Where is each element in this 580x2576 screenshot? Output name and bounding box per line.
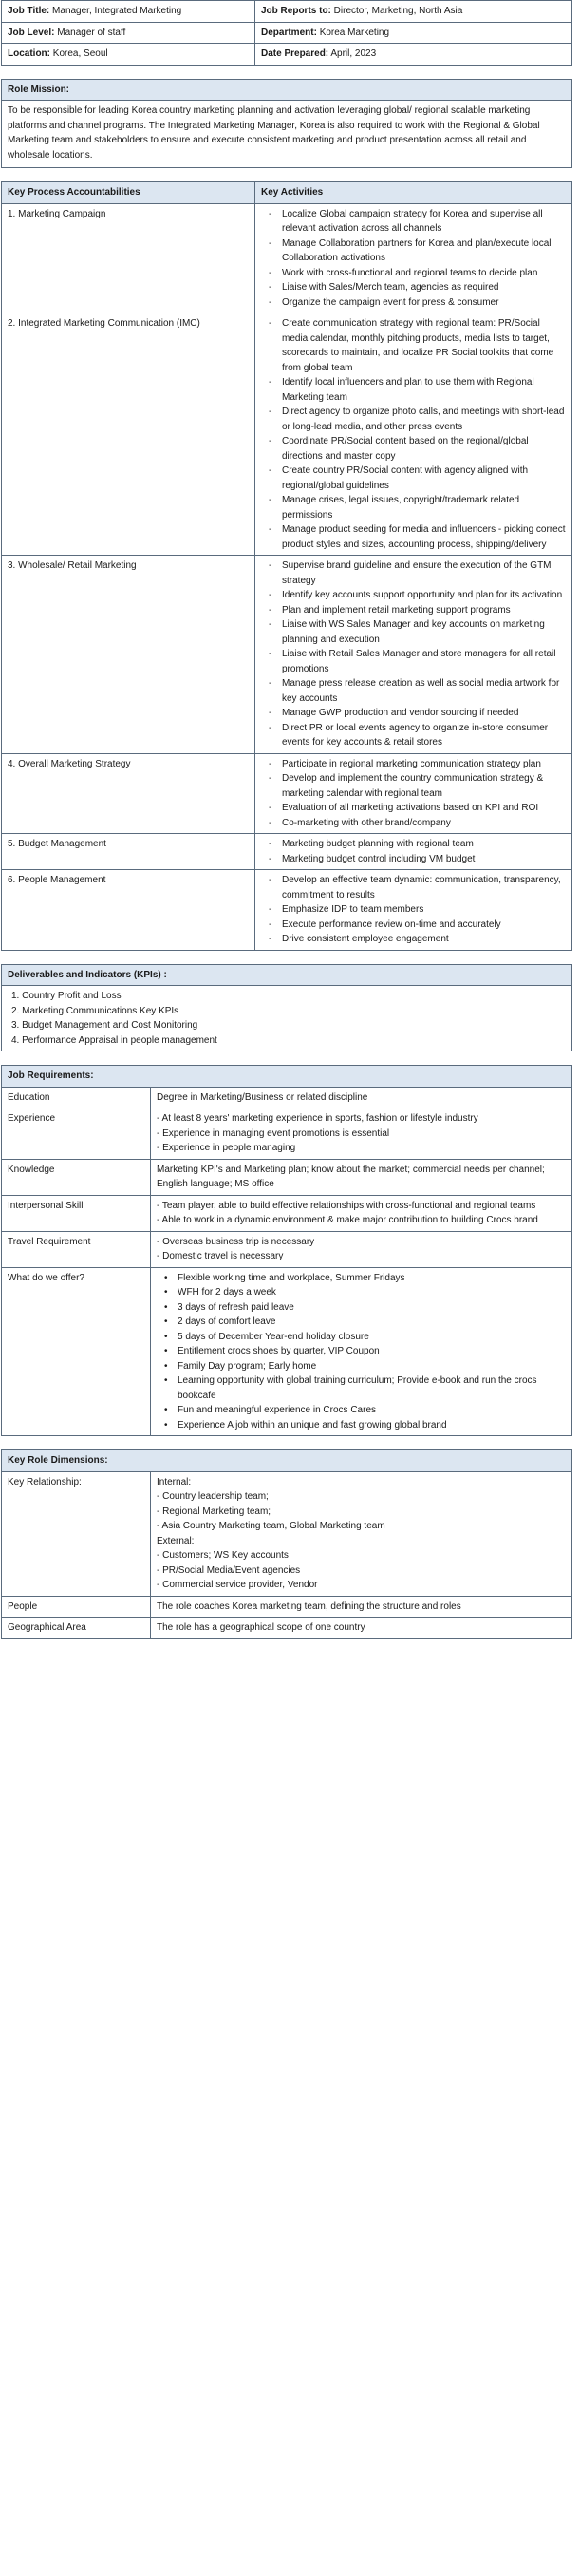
role-mission-title: Role Mission: [2, 79, 572, 101]
department-label: Department: [261, 27, 317, 38]
job-title-value: Manager, Integrated Marketing [52, 6, 182, 16]
relationship-line: - Country leadership team; [157, 1491, 269, 1502]
activities-header: Key Activities [255, 182, 572, 204]
activity-item: - Marketing budget planning with regional team [261, 837, 566, 852]
activity-item: - Liaise with Sales/Merch team, agencies as required [261, 280, 566, 295]
offer-item: • WFH for 2 days a week [157, 1285, 566, 1300]
activity-item: - Coordinate PR/Social content based on the regional/global directions and master copy [261, 434, 566, 464]
activity-item: - Co-marketing with other brand/company [261, 816, 566, 831]
activity-list [261, 837, 566, 866]
activity-list [261, 757, 566, 831]
date-cell [255, 44, 572, 66]
offer-item: • 5 days of December Year-end holiday closure [157, 1330, 566, 1345]
department-value: Korea Marketing [319, 27, 390, 38]
activity-list [261, 207, 566, 311]
activity-list [261, 559, 566, 750]
activity-item: - Identify local influencers and plan to use them with Regional Marketing team [261, 375, 566, 405]
job-level-cell [2, 22, 255, 44]
activity-item: - Identify key accounts support opportunity and plan for its activation [261, 588, 566, 603]
activity-item: - Organize the campaign event for press & consumer [261, 295, 566, 311]
dimension-row [2, 1618, 572, 1639]
activity-item: - Manage press release creation as well as social media artwork for key accounts [261, 676, 566, 706]
requirement-label: Travel Requirement [2, 1231, 151, 1267]
activity-item: - Execute performance review on-time and accurately [261, 918, 566, 933]
offer-item: • Entitlement crocs shoes by quarter, VIP Coupon [157, 1344, 566, 1359]
accountability-name: 2. Integrated Marketing Communication (IMC) [2, 313, 255, 556]
activity-item: - Direct agency to organize photo calls, and meetings with short-lead or long-lead media, and other press events [261, 405, 566, 434]
requirement-row [2, 1087, 572, 1108]
accountability-name: 6. People Management [2, 870, 255, 951]
requirement-line: Marketing KPI's and Marketing plan; know about the market; commercial needs per channel; English language; MS office [157, 1164, 545, 1189]
role-dimensions-title: Key Role Dimensions: [2, 1450, 572, 1472]
requirement-line: - Experience in managing event promotions is essential [157, 1127, 390, 1139]
requirement-row [2, 1231, 572, 1267]
reports-to-cell [255, 1, 572, 23]
activity-item: - Create communication strategy with regional team: PR/Social media calendar, monthly pitching products, media lists to target, scorecards to maintain, and localize PR Social toolkits that come from global team [261, 316, 566, 375]
deliverables-title: Deliverables and Indicators (KPIs) : [2, 964, 572, 986]
accountability-row [2, 834, 572, 870]
activity-list [261, 873, 566, 947]
activity-item: - Emphasize IDP to team members [261, 902, 566, 918]
dimension-row [2, 1596, 572, 1618]
relationship-line: Internal: [157, 1476, 192, 1487]
activity-item: - Supervise brand guideline and ensure the execution of the GTM strategy [261, 559, 566, 588]
accountabilities-table [1, 181, 572, 951]
requirements-title: Job Requirements: [2, 1066, 572, 1088]
activity-list [261, 316, 566, 552]
dimension-row [2, 1471, 572, 1596]
offer-item: • Learning opportunity with global training curriculum; Provide e-book and run the crocs bookcafe [157, 1373, 566, 1403]
activity-item: - Liaise with WS Sales Manager and key accounts on marketing planning and execution [261, 617, 566, 647]
deliverable-item: 2. Marketing Communications Key KPIs [11, 1005, 179, 1016]
requirements-table [1, 1065, 572, 1436]
deliverables-list [8, 989, 566, 1048]
location-label: Location: [8, 48, 50, 59]
accountability-row [2, 203, 572, 313]
requirement-label: Experience [2, 1108, 151, 1160]
role-mission-text: To be responsible for leading Korea country marketing planning and activation leveraging global/ regional scalable marketing platforms and channel programs. The Integrated Marketing Manager, Korea is also required to work with the Regional & Global Marketing team and stakeholders to ensure and execute consistent marketing and product presentation across all retail and wholesale locations. [2, 101, 572, 168]
job-info-table [1, 0, 572, 66]
offer-item: • 3 days of refresh paid leave [157, 1300, 566, 1316]
activity-item: - Participate in regional marketing communication strategy plan [261, 757, 566, 772]
deliverables-table [1, 964, 572, 1052]
job-level-value: Manager of staff [57, 27, 126, 38]
activity-item: - Develop an effective team dynamic: communication, transparency, commitment to results [261, 873, 566, 902]
activity-item: - Plan and implement retail marketing support programs [261, 603, 566, 618]
requirement-label: Education [2, 1087, 151, 1108]
reports-to-label: Job Reports to: [261, 6, 331, 16]
offer-item: • Fun and meaningful experience in Crocs Cares [157, 1403, 566, 1418]
relationship-line: - Regional Marketing team; [157, 1506, 271, 1517]
accountability-row [2, 556, 572, 754]
job-level-label: Job Level: [8, 27, 55, 38]
activity-item: - Manage GWP production and vendor sourcing if needed [261, 706, 566, 721]
requirement-line: - Able to work in a dynamic environment & make major contribution to building Crocs brand [157, 1215, 538, 1225]
location-cell [2, 44, 255, 66]
relationship-line: - Customers; WS Key accounts [157, 1550, 289, 1561]
deliverable-item: 3. Budget Management and Cost Monitoring [11, 1020, 198, 1031]
job-title-cell [2, 1, 255, 23]
accountability-name: 5. Budget Management [2, 834, 255, 870]
accountability-name: 1. Marketing Campaign [2, 203, 255, 313]
accountability-name: 3. Wholesale/ Retail Marketing [2, 556, 255, 754]
people-value: The role coaches Korea marketing team, defining the structure and roles [151, 1596, 572, 1618]
role-dimensions-table [1, 1449, 572, 1639]
requirement-label: Knowledge [2, 1159, 151, 1195]
requirement-row [2, 1159, 572, 1195]
reports-to-value: Director, Marketing, North Asia [333, 6, 463, 16]
activity-item: - Work with cross-functional and regional teams to decide plan [261, 266, 566, 281]
requirement-line: - Experience in people managing [157, 1143, 296, 1153]
offer-item: • Experience A job within an unique and fast growing global brand [157, 1418, 566, 1433]
accountability-row [2, 313, 572, 556]
geographical-area-label: Geographical Area [2, 1618, 151, 1639]
relationship-line: - Asia Country Marketing team, Global Marketing team [157, 1521, 385, 1531]
requirement-line: - At least 8 years' marketing experience in sports, fashion or lifestyle industry [157, 1113, 478, 1124]
offer-item: • Family Day program; Early home [157, 1359, 566, 1374]
date-label: Date Prepared: [261, 48, 329, 59]
offer-item: • 2 days of comfort leave [157, 1315, 566, 1330]
location-value: Korea, Seoul [52, 48, 108, 59]
deliverable-item: 1. Country Profit and Loss [11, 991, 122, 1001]
relationship-line: External: [157, 1535, 195, 1546]
offer-label: What do we offer? [2, 1267, 151, 1436]
activity-item: - Develop and implement the country communication strategy & marketing calendar with regional team [261, 771, 566, 801]
role-mission-table [1, 79, 572, 169]
activity-item: - Manage product seeding for media and influencers - picking correct product styles and sizes, accounting process, shipping/delivery [261, 522, 566, 552]
requirement-line: Degree in Marketing/Business or related discipline [157, 1091, 368, 1103]
activity-item: - Create country PR/Social content with agency aligned with regional/global guidelines [261, 464, 566, 493]
requirement-line: - Overseas business trip is necessary [157, 1236, 315, 1247]
relationship-line: - PR/Social Media/Event agencies [157, 1564, 301, 1576]
requirement-row [2, 1195, 572, 1231]
activity-item: - Drive consistent employee engagement [261, 932, 566, 947]
offer-item: • Flexible working time and workplace, Summer Fridays [157, 1271, 566, 1286]
activity-item: - Direct PR or local events agency to organize in-store consumer events for key accounts & retail stores [261, 721, 566, 750]
people-label: People [2, 1596, 151, 1618]
relationship-line: - Commercial service provider, Vendor [157, 1580, 318, 1590]
activity-item: - Marketing budget control including VM budget [261, 852, 566, 867]
activity-item: - Manage Collaboration partners for Korea and plan/execute local Collaboration activations [261, 237, 566, 266]
geographical-area-value: The role has a geographical scope of one country [151, 1618, 572, 1639]
activity-item: - Manage crises, legal issues, copyright/trademark related permissions [261, 493, 566, 522]
activity-item: - Localize Global campaign strategy for Korea and supervise all relevant activation across all channels [261, 207, 566, 237]
date-value: April, 2023 [330, 48, 377, 59]
requirement-line: - Domestic travel is necessary [157, 1251, 284, 1261]
accountability-row [2, 870, 572, 951]
key-relationship-label: Key Relationship: [2, 1471, 151, 1596]
requirement-label: Interpersonal Skill [2, 1195, 151, 1231]
requirement-row [2, 1108, 572, 1160]
deliverable-item: 4. Performance Appraisal in people management [11, 1034, 217, 1046]
accountabilities-header: Key Process Accountabilities [2, 182, 255, 204]
offer-row [2, 1267, 572, 1436]
job-title-label: Job Title: [8, 6, 50, 16]
offer-list [157, 1271, 566, 1433]
accountability-row [2, 753, 572, 834]
requirement-line: - Team player, able to build effective relationships with cross-functional and regional teams [157, 1200, 536, 1211]
activity-item: - Evaluation of all marketing activations based on KPI and ROI [261, 801, 566, 816]
department-cell [255, 22, 572, 44]
activity-item: - Liaise with Retail Sales Manager and store managers for all retail promotions [261, 647, 566, 676]
accountability-name: 4. Overall Marketing Strategy [2, 753, 255, 834]
